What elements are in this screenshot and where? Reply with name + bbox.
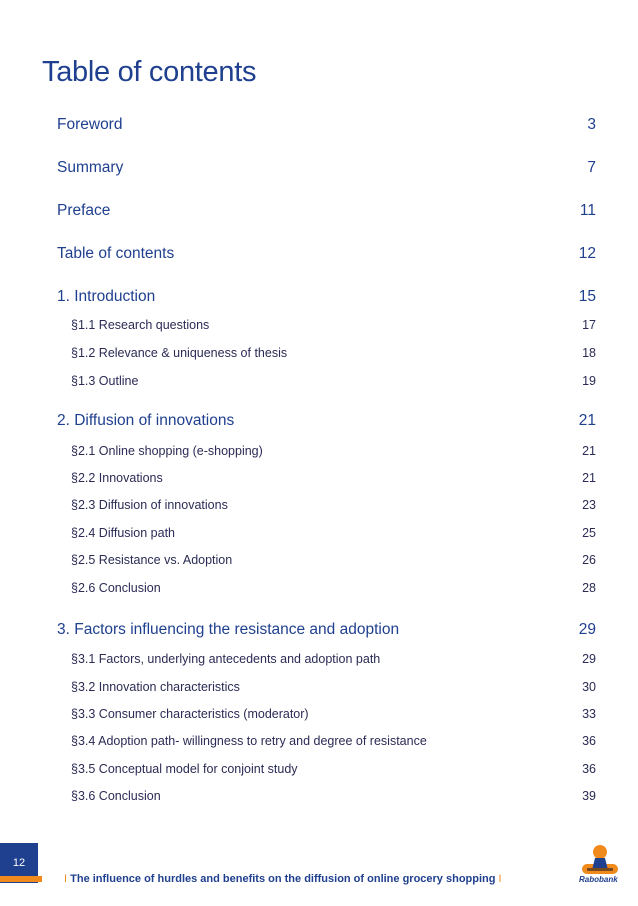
toc-entry-label: §3.1 Factors, underlying antecedents and adoption path xyxy=(71,652,381,666)
toc-entry-page: 7 xyxy=(587,159,596,176)
toc-section-1-2[interactable] xyxy=(57,346,596,364)
page-number: 12 xyxy=(12,857,26,869)
toc-entry-label: Preface xyxy=(57,202,111,219)
toc-chapter-3[interactable] xyxy=(57,621,596,643)
toc-entry-foreword[interactable] xyxy=(57,116,596,138)
toc-entry-page: 15 xyxy=(578,288,596,305)
toc-chapter-2[interactable] xyxy=(57,412,596,434)
footer-title: The influence of hurdles and benefits on the diffusion of online grocery shopping xyxy=(70,873,496,885)
toc-entry-page: 17 xyxy=(582,318,596,332)
toc-section-3-5[interactable] xyxy=(57,762,596,780)
toc-entry-label: 1. Introduction xyxy=(57,288,156,305)
toc-section-1-3[interactable] xyxy=(57,374,596,392)
toc-entry-label: §3.6 Conclusion xyxy=(71,789,161,803)
toc-entry-page: 28 xyxy=(582,581,596,595)
toc-entry-page: 3 xyxy=(587,116,596,133)
footer-accent-strip xyxy=(0,876,42,882)
toc-entry-page: 36 xyxy=(582,762,596,776)
toc-entry-page: 33 xyxy=(582,707,596,721)
toc-entry-page: 21 xyxy=(578,412,596,429)
toc-entry-page: 29 xyxy=(578,621,596,638)
footer-separator-right: I xyxy=(498,873,502,885)
toc-entry-label: §3.2 Innovation characteristics xyxy=(71,680,240,694)
toc-entry-page: 18 xyxy=(582,346,596,360)
toc-entry-label: Table of contents xyxy=(57,245,175,262)
toc-entry-label: §2.5 Resistance vs. Adoption xyxy=(71,553,233,567)
toc-entry-page: 30 xyxy=(582,680,596,694)
toc-entry-label: 3. Factors influencing the resistance and adoption xyxy=(57,621,400,638)
page-title: Table of contents xyxy=(42,56,257,88)
toc-entry-label: §2.3 Diffusion of innovations xyxy=(71,498,228,512)
toc-entry-label: §1.2 Relevance & uniqueness of thesis xyxy=(71,346,288,360)
toc-entry-preface[interactable] xyxy=(57,202,596,224)
toc-entry-page: 23 xyxy=(582,498,596,512)
toc-section-3-4[interactable] xyxy=(57,734,596,752)
toc-section-3-6[interactable] xyxy=(57,789,596,807)
toc-entry-label: §3.4 Adoption path- willingness to retry and degree of resistance xyxy=(71,734,427,748)
toc-entry-label: §2.1 Online shopping (e-shopping) xyxy=(71,444,263,458)
toc-entry-label: §2.4 Diffusion path xyxy=(71,526,176,540)
toc-section-2-2[interactable] xyxy=(57,471,596,489)
toc-entry-page: 11 xyxy=(579,202,596,219)
toc-entry-page: 12 xyxy=(578,245,596,262)
toc-section-3-3[interactable] xyxy=(57,707,596,725)
toc-entry-label: §2.6 Conclusion xyxy=(71,581,161,595)
toc-section-2-3[interactable] xyxy=(57,498,596,516)
footer-separator-left: I xyxy=(64,873,68,885)
toc-section-1-1[interactable] xyxy=(57,318,596,336)
toc-section-2-5[interactable] xyxy=(57,553,596,571)
toc-entry-table-of-contents[interactable] xyxy=(57,245,596,267)
toc-entry-page: 29 xyxy=(582,652,596,666)
toc-entry-label: §3.3 Consumer characteristics (moderator) xyxy=(71,707,309,721)
toc-section-3-1[interactable] xyxy=(57,652,596,670)
toc-entry-page: 19 xyxy=(582,374,596,388)
toc-entry-label: §1.1 Research questions xyxy=(71,318,210,332)
logo-wordmark: Rabobank xyxy=(579,875,618,884)
toc-entry-page: 25 xyxy=(582,526,596,540)
toc-entry-label: 2. Diffusion of innovations xyxy=(57,412,235,429)
toc-chapter-1[interactable] xyxy=(57,288,596,310)
footer xyxy=(64,873,502,885)
toc-entry-page: 26 xyxy=(582,553,596,567)
toc-entry-label: §2.2 Innovations xyxy=(71,471,163,485)
toc-entry-label: Summary xyxy=(57,159,124,176)
toc-entry-page: 39 xyxy=(582,789,596,803)
toc-section-2-6[interactable] xyxy=(57,581,596,599)
toc-section-3-2[interactable] xyxy=(57,680,596,698)
toc-entry-label: §3.5 Conceptual model for conjoint study xyxy=(71,762,298,776)
toc-entry-summary[interactable] xyxy=(57,159,596,181)
toc-entry-page: 21 xyxy=(582,444,596,458)
toc-entry-page: 36 xyxy=(582,734,596,748)
toc-entry-page: 21 xyxy=(582,471,596,485)
toc-section-2-1[interactable] xyxy=(57,444,596,462)
toc-entry-label: Foreword xyxy=(57,116,123,133)
toc-section-2-4[interactable] xyxy=(57,526,596,544)
toc-entry-label: §1.3 Outline xyxy=(71,374,139,388)
